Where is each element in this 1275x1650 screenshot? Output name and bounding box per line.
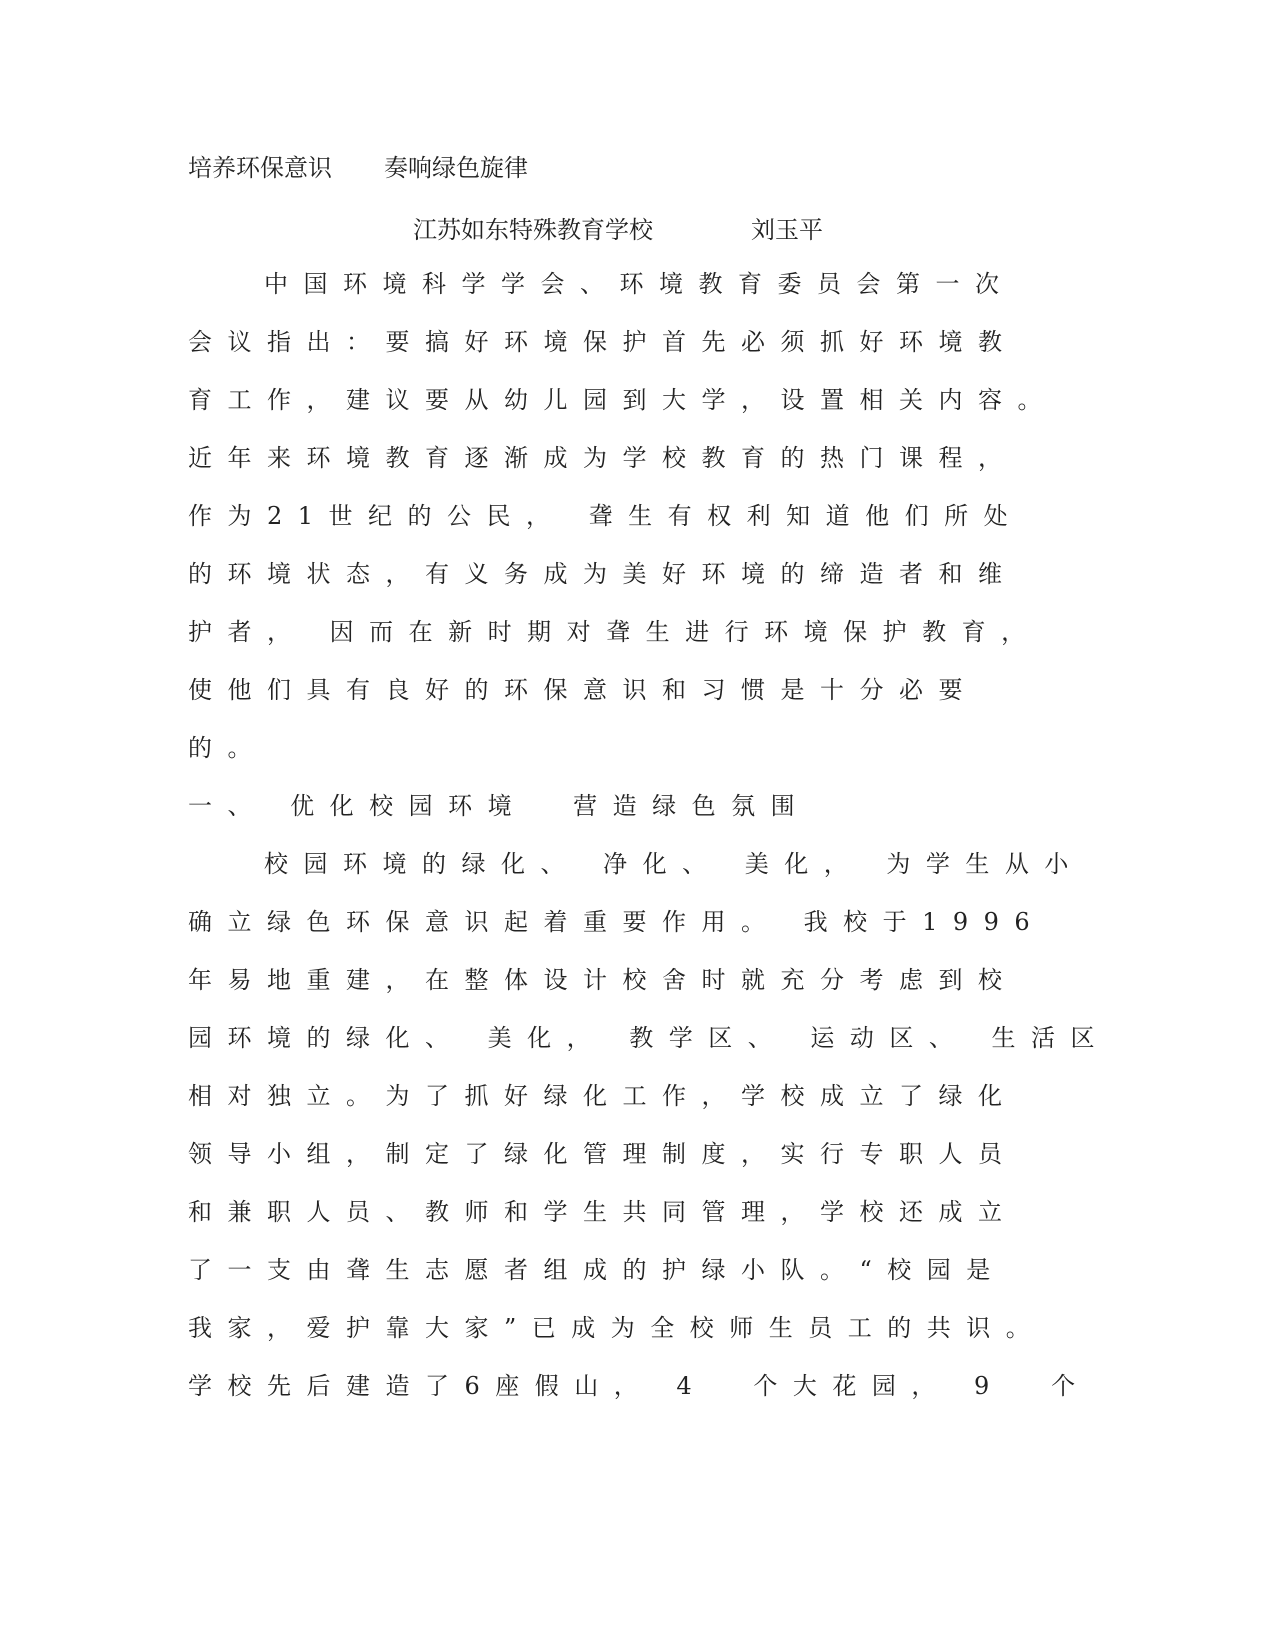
text-line: 中国环境科学学会、环境教育委员会第一次 bbox=[264, 270, 1015, 298]
text-line: 确立绿色环保意识起着重要作用。 我校于1996 bbox=[188, 908, 1046, 936]
text-line: 校园环境的绿化、 净化、 美化， 为学生从小 bbox=[264, 850, 1084, 878]
text-line: 近年来环境教育逐渐成为学校教育的热门课程， bbox=[188, 444, 1018, 472]
text-line: 使他们具有良好的环保意识和习惯是十分必要 bbox=[188, 676, 978, 704]
text-line: 作为21世纪的公民， 聋生有权利知道他们所处 bbox=[188, 502, 1024, 530]
text-line: 学校先后建造了6座假山， 4 个大花园， 9 个 bbox=[188, 1372, 1091, 1400]
byline bbox=[413, 210, 823, 245]
school-name: 江苏如东特殊教育学校 bbox=[413, 216, 653, 244]
document-title bbox=[188, 148, 528, 183]
text-line: 的。 bbox=[188, 734, 267, 762]
title-part-2: 奏响绿色旋律 bbox=[384, 154, 528, 182]
section-heading bbox=[188, 786, 810, 821]
text-line: 园环境的绿化、 美化， 教学区、 运动区、 生活区 bbox=[188, 1024, 1111, 1052]
text-line: 领导小组，制定了绿化管理制度，实行专职人员 bbox=[188, 1140, 1018, 1168]
text-line: 了一支由聋生志愿者组成的护绿小队。“校园是 bbox=[188, 1256, 1006, 1284]
text-line: 年易地重建，在整体设计校舍时就充分考虑到校 bbox=[188, 966, 1018, 994]
text-line: 和兼职人员、教师和学生共同管理，学校还成立 bbox=[188, 1198, 1018, 1226]
title-part-1: 培养环保意识 bbox=[188, 154, 332, 182]
text-line: 育工作，建议要从幼儿园到大学，设置相关内容。 bbox=[188, 386, 1057, 414]
text-line: 会议指出：要搞好环境保护首先必须抓好环境教 bbox=[188, 328, 1018, 356]
text-line: 护者， 因而在新时期对聋生进行环境保护教育， bbox=[188, 618, 1041, 646]
author-name: 刘玉平 bbox=[751, 216, 823, 244]
text-line: 我家，爱护靠大家”已成为全校师生员工的共识。 bbox=[188, 1314, 1046, 1342]
text-line: 的环境状态，有义务成为美好环境的缔造者和维 bbox=[188, 560, 1018, 588]
text-line: 相对独立。为了抓好绿化工作，学校成立了绿化 bbox=[188, 1082, 1018, 1110]
section-heading-part-1: 一、 优化校园环境 bbox=[188, 792, 528, 820]
section-heading-part-2: 营造绿色氛围 bbox=[573, 792, 811, 820]
